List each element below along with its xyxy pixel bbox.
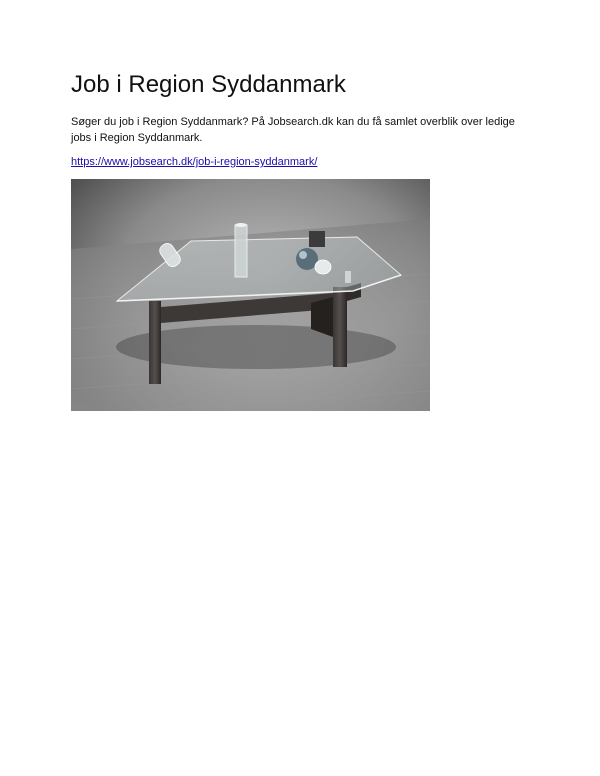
small-glass-candle bbox=[345, 271, 351, 283]
dark-square-vase bbox=[309, 231, 325, 247]
table-leg-front-left bbox=[149, 301, 161, 384]
page-title: Job i Region Syddanmark bbox=[71, 71, 346, 98]
coffee-table-photo bbox=[71, 179, 430, 411]
region-link[interactable]: https://www.jobsearch.dk/job-i-region-syddanmark/ bbox=[71, 156, 318, 168]
intro-paragraph: Søger du job i Region Syddanmark? På Jobsearch.dk kan du få samlet overblik over ledige jobs i Region Syddanmark. bbox=[71, 116, 515, 144]
table-leg-front-right bbox=[333, 287, 347, 367]
white-glass-orb bbox=[315, 260, 331, 274]
tall-glass-vase bbox=[235, 223, 247, 277]
